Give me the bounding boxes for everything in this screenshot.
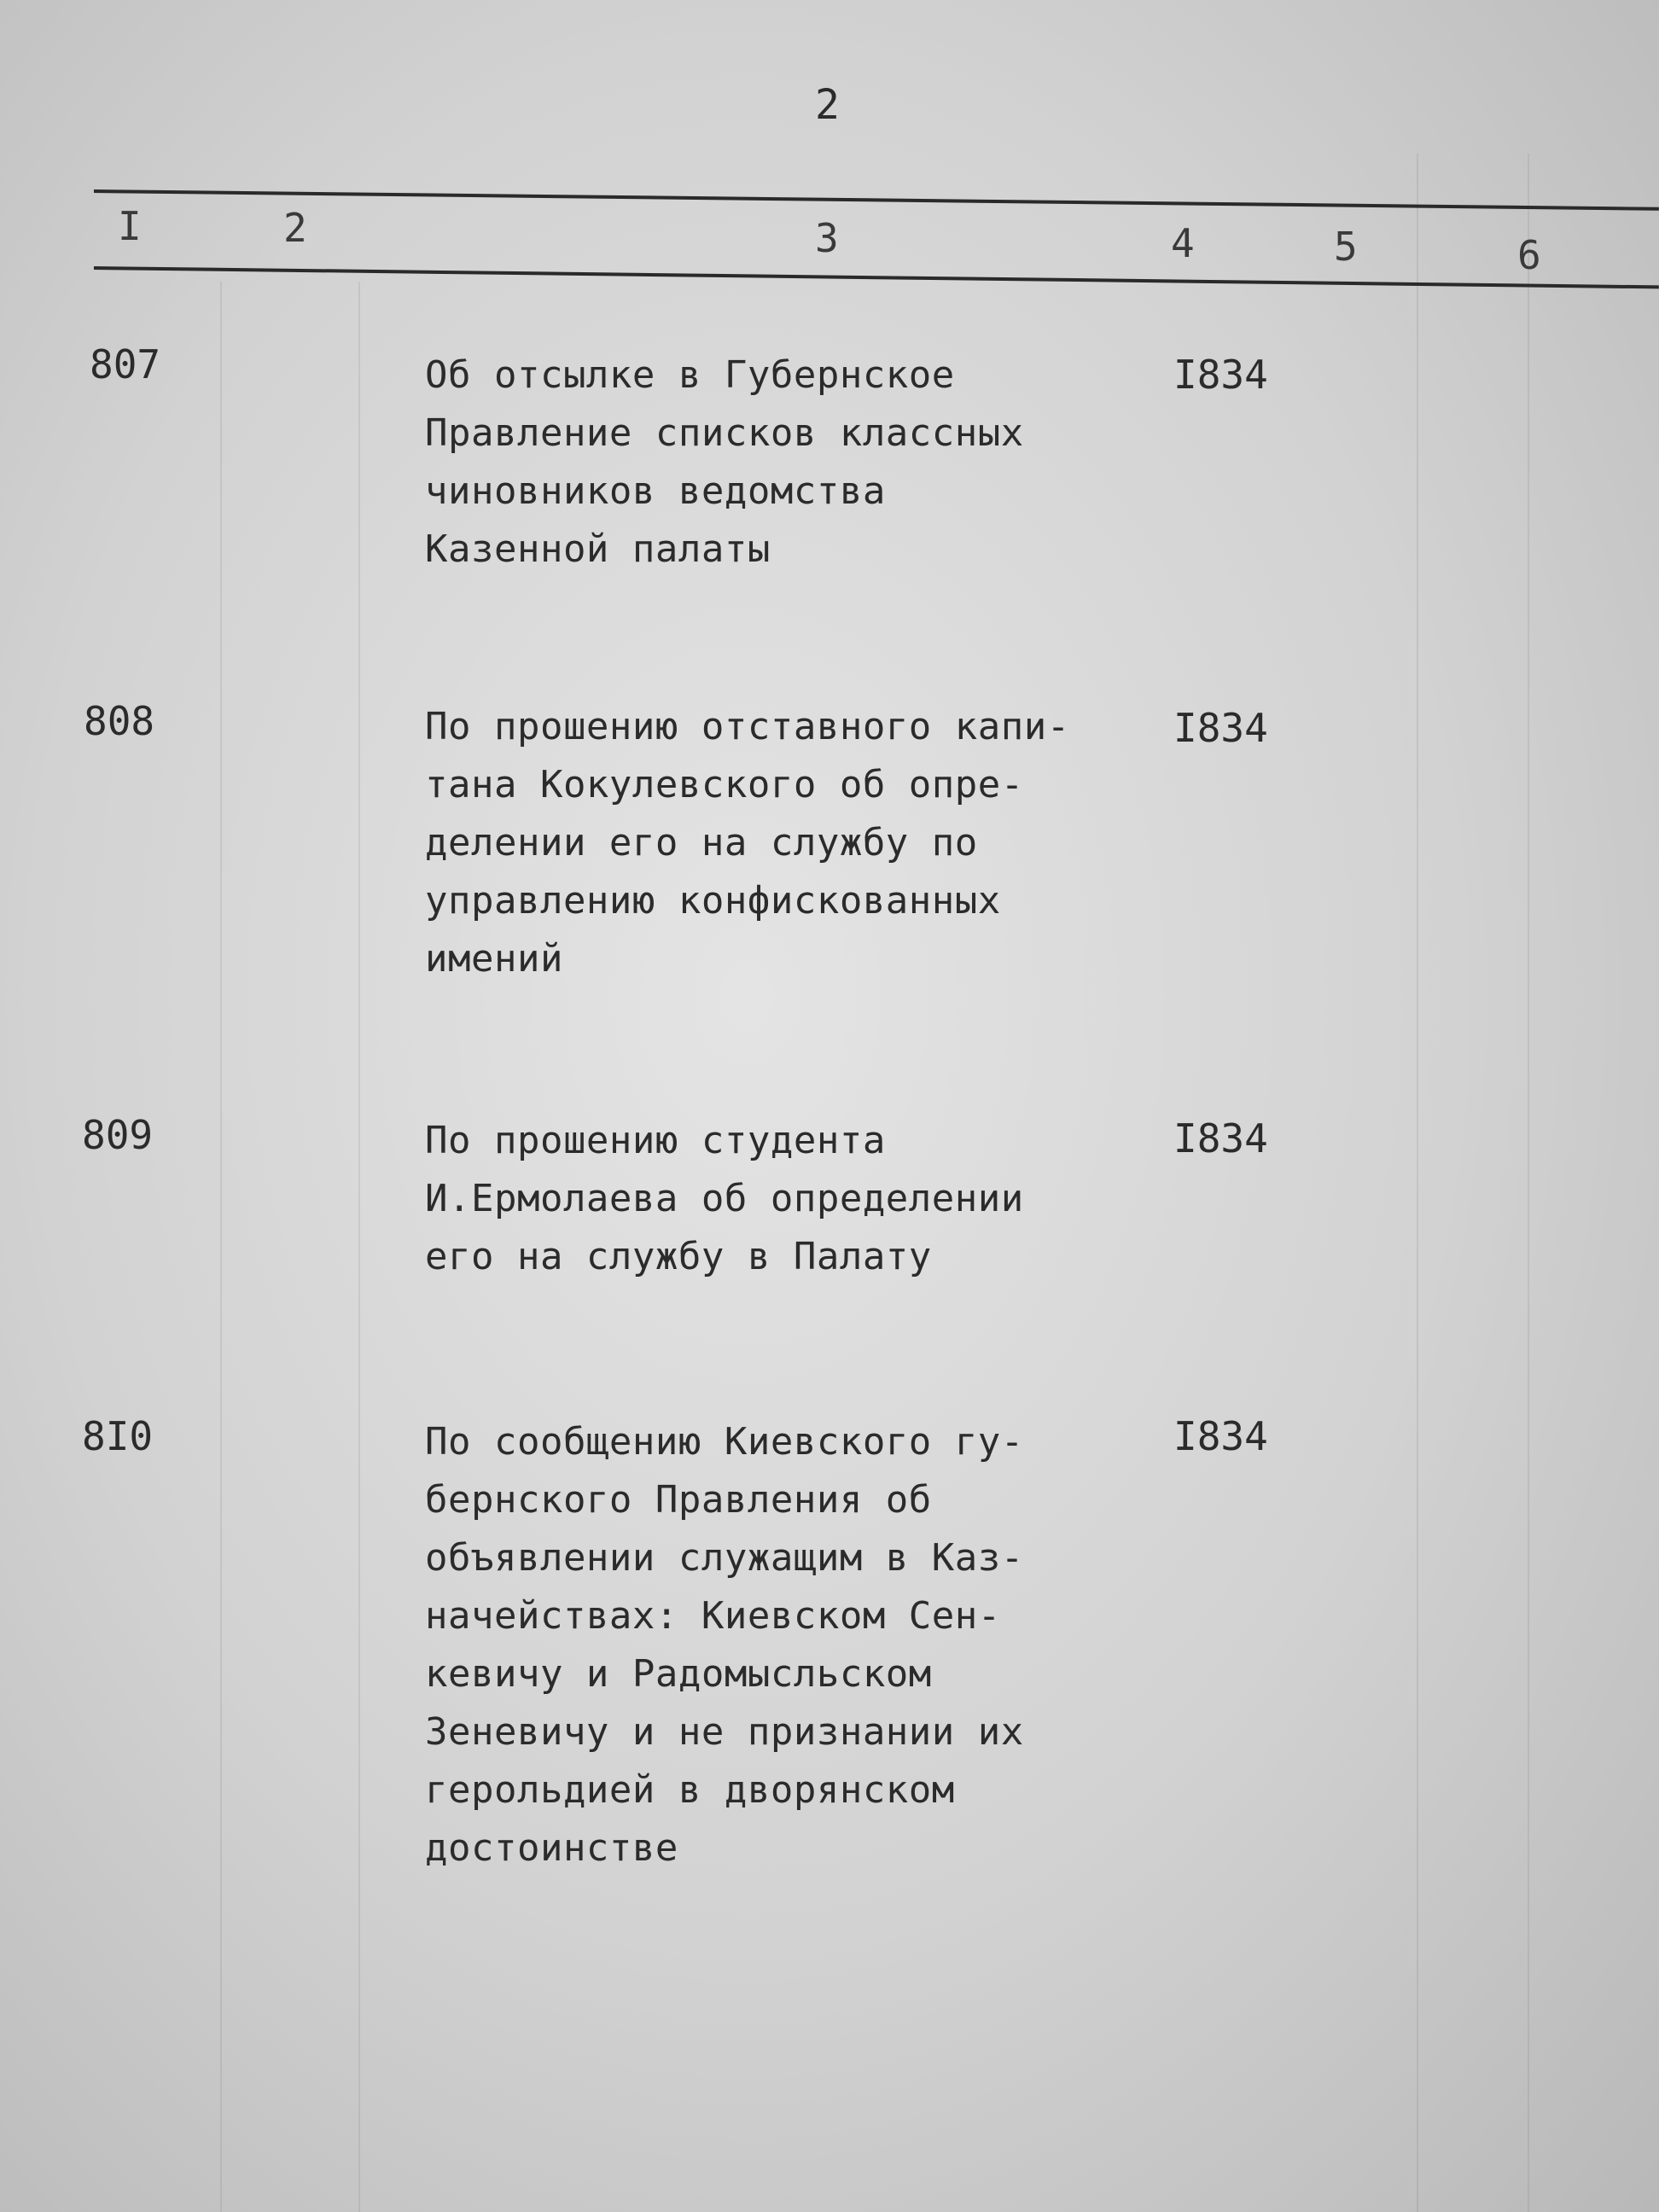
description-line: чиновников ведомства (425, 469, 886, 513)
description-line: По прошению отставного капи- (425, 705, 1070, 748)
table-header-top-rule (94, 189, 1659, 211)
description-line: тана Кокулевского об опре- (425, 763, 1024, 806)
entry-year: I834 (1173, 352, 1268, 398)
description-line: его на службу в Палату (425, 1235, 932, 1278)
entry-year: I834 (1173, 1413, 1268, 1459)
column-header-4: 4 (1171, 220, 1195, 266)
description-line: Казенной палаты (425, 527, 771, 571)
column-header-3: 3 (815, 215, 839, 261)
description-line: кевичу и Радомысльском (425, 1652, 932, 1696)
column-header-6: 6 (1517, 232, 1541, 278)
description-line: Правление списков классных (425, 411, 1024, 455)
entry-year: I834 (1173, 705, 1268, 751)
entry-description (425, 1112, 1125, 1286)
column-guide (358, 282, 360, 2212)
column-guide (1528, 154, 1529, 2212)
column-guide (1417, 154, 1418, 2212)
description-line: управлению конфискованных (425, 879, 1001, 923)
description-line: делении его на службу по (425, 821, 978, 864)
entry-number: 808 (84, 698, 155, 744)
description-line: Об отсылке в Губернское (425, 353, 955, 397)
page-number: 2 (815, 81, 840, 129)
description-line: герольдией в дворянском (425, 1768, 955, 1812)
entry-number: 809 (82, 1112, 154, 1158)
entry-number: 8I0 (82, 1413, 154, 1459)
column-guide (220, 282, 222, 2212)
column-header-2: 2 (283, 205, 307, 251)
description-line: достоинстве (425, 1826, 678, 1870)
column-header-5: 5 (1334, 224, 1358, 270)
description-line: И.Ермолаева об определении (425, 1177, 1024, 1220)
column-header-1: I (118, 203, 142, 249)
description-line: начействах: Киевском Сен- (425, 1594, 1001, 1638)
entry-number: 807 (90, 341, 161, 387)
description-line: объявлении служащим в Каз- (425, 1536, 1024, 1580)
description-line: имений (425, 937, 563, 981)
description-line: По прошению студента (425, 1119, 886, 1162)
entry-description (425, 1413, 1125, 1877)
table-header-bottom-rule (94, 266, 1659, 288)
description-line: По сообщению Киевского гу- (425, 1420, 1024, 1464)
description-line: Зеневичу и не признании их (425, 1710, 1024, 1754)
entry-description (425, 698, 1125, 988)
entry-description (425, 346, 1125, 579)
entry-year: I834 (1173, 1115, 1268, 1161)
description-line: бернского Правления об (425, 1478, 932, 1522)
